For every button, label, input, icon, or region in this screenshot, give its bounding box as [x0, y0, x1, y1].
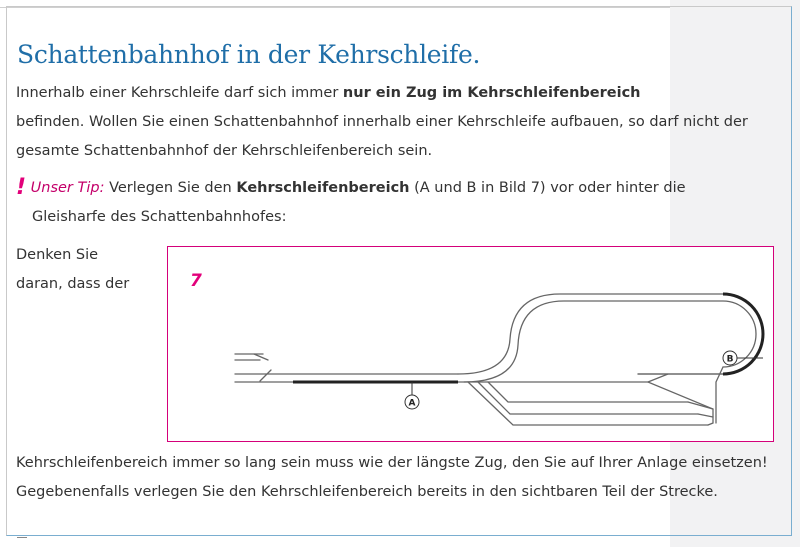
track-diagram-figure — [167, 246, 774, 442]
intro-paragraph — [16, 79, 786, 166]
track-lines — [235, 294, 763, 425]
harp-track-2 — [478, 382, 698, 414]
intro-text-end: befinden. Wollen Sie einen Schattenbahnhof innerhalb einer Kehrschleife aufbauen, so darf nicht der gesamte Schattenbahnhof der Kehrschleifenbereich sein. — [16, 114, 748, 159]
article-title: Schattenbahnhof in der Kehrschleife. — [17, 40, 481, 69]
tip-text-line2: Gleisharfe des Schattenbahnhofes: — [32, 209, 287, 225]
loop-outer — [458, 294, 763, 374]
figure-number: 7 — [190, 271, 202, 291]
marker-a-label: A — [408, 398, 416, 409]
tip-bold-text: Kehrschleifenbereich — [236, 180, 410, 196]
footer-mark — [17, 537, 27, 542]
side-paragraph — [16, 241, 166, 299]
intro-text-start: Innerhalb einer Kehrschleife darf sich immer — [16, 85, 343, 101]
harp-track-4 — [483, 382, 713, 425]
tip-paragraph — [16, 173, 791, 232]
exclamation-icon: ! — [16, 175, 27, 200]
loop-inner — [464, 301, 756, 382]
side-text-line1: Denken Sie — [16, 247, 99, 263]
side-text-line2: daran, dass der — [16, 276, 130, 292]
intro-bold-text: nur ein Zug im Kehrschleifenbereich — [342, 85, 641, 101]
marker-a — [405, 382, 419, 409]
track-diagram — [168, 247, 773, 441]
marker-b-label: B — [726, 354, 734, 365]
tip-label: Unser Tip: — [30, 180, 105, 196]
tip-text-start: Verlegen Sie den — [104, 180, 237, 196]
harp-track-3 — [488, 382, 688, 402]
closing-paragraph: Kehrschleifenbereich immer so lang sein muss wie der längste Zug, den Sie auf Ihrer Anlage einsetzen! Gegebenenfalls verlegen Sie den Kehrschleifenbereich bereits in den sichtbaren Teil der Strecke. — [16, 455, 768, 500]
tip-text-end: (A und B in Bild 7) vor oder hinter die — [409, 180, 686, 196]
harp-track-1 — [468, 382, 708, 425]
